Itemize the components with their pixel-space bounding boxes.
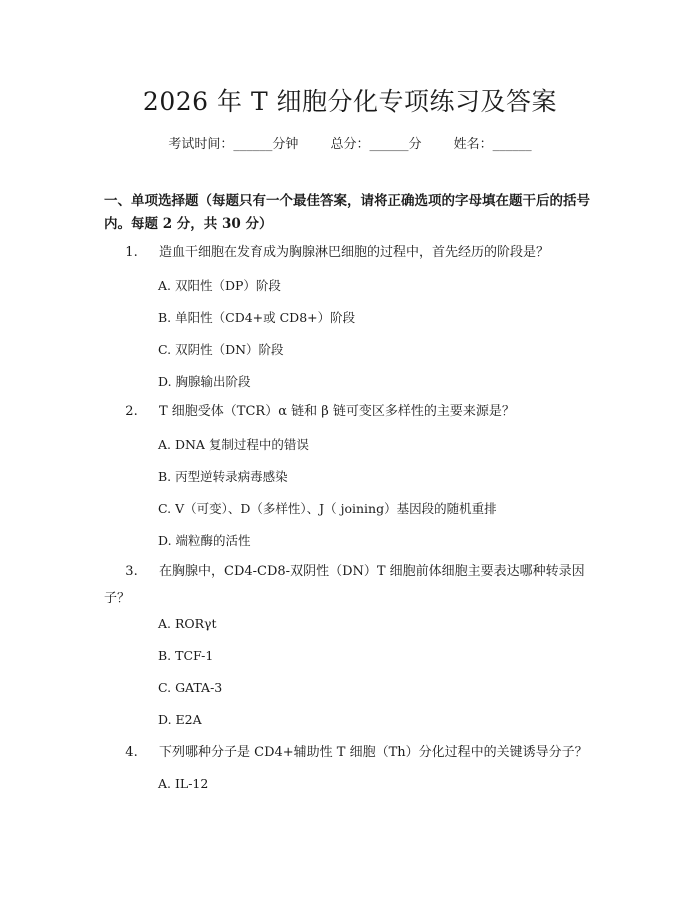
question-text: 下列哪种分子是 CD4+辅助性 T 细胞（Th）分化过程中的关键诱导分子？ (159, 745, 588, 760)
section-heading-single-choice: 一、单项选择题（每题只有一个最佳答案，请将正确选项的字母填在题干后的括号内。每题 2 分，共 30 分） (104, 193, 590, 232)
option-2d: D. 端粒酶的活性 (158, 533, 251, 548)
question-number: 3. (125, 564, 138, 579)
question-4 (104, 739, 600, 766)
option-3b: B. TCF-1 (158, 648, 214, 663)
option-3d: D. E2A (158, 712, 202, 727)
option-1a: A. 双阳性（DP）阶段 (158, 278, 281, 293)
student-name-field: 姓名：______ (453, 137, 532, 152)
question-text: 造血干细胞在发育成为胸腺淋巴细胞的过程中，首先经历的阶段是？ (159, 245, 550, 260)
option-1d: D. 胸腺输出阶段 (158, 374, 251, 389)
question-3 (104, 558, 600, 612)
total-score-field: 总分：______分 (330, 137, 422, 152)
exam-time-field: 考试时间：______分钟 (168, 137, 299, 152)
option-1c: C. 双阴性（DN）阶段 (158, 342, 284, 357)
question-text: T 细胞受体（TCR）α 链和 β 链可变区多样性的主要来源是？ (159, 404, 515, 419)
question-number: 4. (125, 745, 138, 760)
page-title: 2026 年 T 细胞分化专项练习及答案 (142, 87, 558, 116)
exam-info-line (0, 133, 700, 152)
question-number: 2. (125, 404, 138, 419)
question-number: 1. (125, 245, 138, 260)
option-1b: B. 单阳性（CD4+或 CD8+）阶段 (158, 310, 356, 325)
option-3a: A. RORγt (158, 616, 217, 631)
option-2b: B. 丙型逆转录病毒感染 (158, 469, 288, 484)
question-1 (104, 239, 600, 266)
question-text: 在胸腺中，CD4-CD8-双阴性（DN）T 细胞前体细胞主要表达哪种转录因子？ (104, 564, 585, 606)
option-2c: C. V（可变）、D（多样性）、J（ joining）基因段的随机重排 (158, 501, 497, 516)
question-2 (104, 398, 600, 425)
option-3c: C. GATA-3 (158, 680, 223, 695)
option-2a: A. DNA 复制过程中的错误 (158, 437, 309, 452)
option-4a: A. IL-12 (158, 776, 209, 791)
